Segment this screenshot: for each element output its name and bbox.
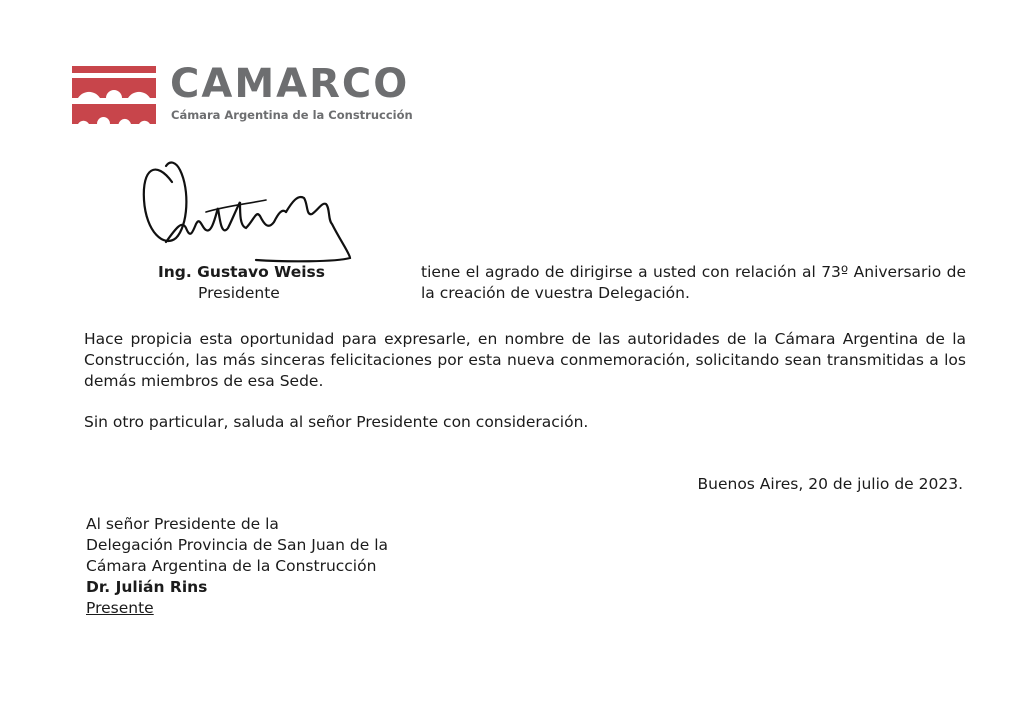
- letterhead-logo: [72, 61, 413, 126]
- brand-tagline: Cámara Argentina de la Construcción: [171, 108, 413, 122]
- sender-role: Presidente: [198, 284, 280, 302]
- date-line: Buenos Aires, 20 de julio de 2023.: [697, 475, 963, 493]
- sender-name: Ing. Gustavo Weiss: [158, 263, 326, 281]
- intro-text: tiene el agrado de dirigirse a usted con relación al 73º Aniversario de la creación de vuestra Delegación.: [421, 263, 966, 302]
- body-paragraph-2: Sin otro particular, saluda al señor Presidente con consideración.: [84, 413, 589, 431]
- handwritten-signature: [136, 150, 356, 265]
- recipient-name: Dr. Julián Rins: [86, 578, 208, 596]
- recipient-line-2: Delegación Provincia de San Juan de la: [86, 536, 389, 554]
- aqueduct-arches-icon: [72, 66, 156, 124]
- recipient-address: [86, 514, 486, 619]
- recipient-closing: Presente: [86, 599, 154, 617]
- sender-block: [158, 262, 358, 304]
- body-paragraph-1: Hace propicia esta oportunidad para expresarle, en nombre de las autoridades de la Cámara Argentina de la Construcción, las más sinceras felicitaciones por esta nueva conmemoración, solicitando sean transmitidas a los demás miembros de esa Sede.: [84, 330, 966, 390]
- recipient-line-1: Al señor Presidente de la: [86, 515, 279, 533]
- recipient-line-3: Cámara Argentina de la Construcción: [86, 557, 377, 575]
- brand-name: CAMARCO: [170, 61, 410, 107]
